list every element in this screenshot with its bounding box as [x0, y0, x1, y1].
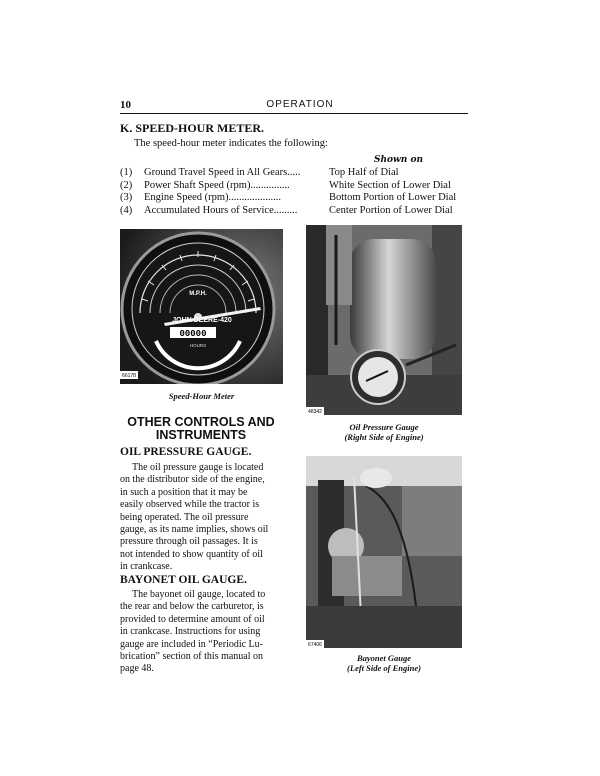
row-label: Power Shaft Speed (rpm)............... [144, 179, 290, 191]
paragraph-bayonet-oil-gauge [120, 589, 284, 676]
text-line: in such a position that it may be [120, 486, 248, 498]
text-line: in crankcase. [120, 561, 173, 573]
row-value: Bottom Portion of Lower Dial [329, 192, 457, 203]
section-intro: The speed-hour meter indicates the following: [134, 138, 328, 149]
heading-bayonet-oil-gauge: BAYONET OIL GAUGE. [120, 574, 247, 586]
indicator-row [120, 167, 468, 180]
caption-oil-pressure-gauge [306, 422, 462, 442]
caption-line: (Right Side of Engine) [344, 432, 424, 442]
heading-oil-pressure-gauge: OIL PRESSURE GAUGE. [120, 446, 252, 458]
text-line: easily observed while the tractor is [120, 499, 260, 511]
indicator-table [120, 167, 468, 217]
text-line: provided to determine amount of oil [120, 613, 265, 625]
text-line: The oil pressure gauge is located [132, 462, 264, 473]
text-line: in crankcase. Instructions for using [120, 626, 261, 638]
indicator-row [120, 192, 468, 205]
row-value: White Section of Lower Dial [329, 179, 451, 191]
row-number: (4) [120, 204, 133, 216]
figure-tag-48342: 48342 [308, 409, 322, 415]
running-header: OPERATION [266, 99, 334, 110]
row-number: (3) [120, 192, 133, 203]
paragraph-oil-pressure-gauge [120, 462, 284, 574]
text-line: the rear and below the carburetor, is [120, 601, 264, 613]
text-line: gauge are included in “Periodic Lu- [120, 638, 263, 650]
heading-other-controls [120, 416, 282, 442]
indicator-row [120, 205, 468, 218]
heading-line: OTHER CONTROLS AND [127, 415, 275, 429]
caption-line: (Left Side of Engine) [347, 663, 421, 673]
row-number: (1) [120, 167, 133, 178]
dial-hours-label: HOURS [189, 343, 207, 348]
section-title-speed-hour-meter: K. SPEED-HOUR METER. [120, 121, 265, 135]
text-line: pressure through oil passages. It is [120, 536, 258, 548]
row-label: Engine Speed (rpm).................... [144, 192, 282, 203]
dial-brand-label: JOHN DEERE-420 [172, 317, 232, 324]
page-number: 10 [120, 99, 131, 111]
row-number: (2) [120, 179, 133, 191]
caption-line: Bayonet Gauge [356, 653, 412, 663]
text-line: The bayonet oil gauge, located to [132, 589, 266, 600]
text-line: gauge, as its name implies, shows oil [120, 524, 269, 536]
speed-hour-meter-photo [120, 229, 283, 384]
dial-hour-counter: 00000 [179, 329, 207, 339]
figure-tag-66178: 66178 [122, 373, 136, 379]
indicator-row [120, 180, 468, 193]
heading-line: INSTRUMENTS [155, 428, 247, 442]
text-line: page 48. [120, 663, 154, 675]
text-line: on the distributor side of the engine, [120, 474, 265, 486]
dial-mph-label: M.P.H. [189, 291, 207, 297]
oil-pressure-gauge-photo [306, 225, 462, 415]
text-line: brication” section of this manual on [120, 651, 264, 663]
row-label: Accumulated Hours of Service......... [144, 204, 298, 216]
bayonet-gauge-photo [306, 456, 462, 648]
caption-bayonet-gauge [306, 653, 462, 673]
text-line: not intended to show quantity of oil [120, 548, 263, 560]
row-value: Top Half of Dial [329, 167, 399, 178]
figure-tag-67406: 67406 [308, 642, 322, 648]
text-line: being operated. The oil pressure [120, 511, 249, 523]
header-rule [120, 113, 468, 114]
shown-on-heading: Shown on [374, 155, 424, 165]
caption-speed-hour-meter: Speed-Hour Meter [168, 391, 235, 401]
row-value: Center Portion of Lower Dial [329, 204, 453, 216]
row-label: Ground Travel Speed in All Gears..... [144, 167, 301, 178]
caption-line: Oil Pressure Gauge [349, 422, 419, 432]
